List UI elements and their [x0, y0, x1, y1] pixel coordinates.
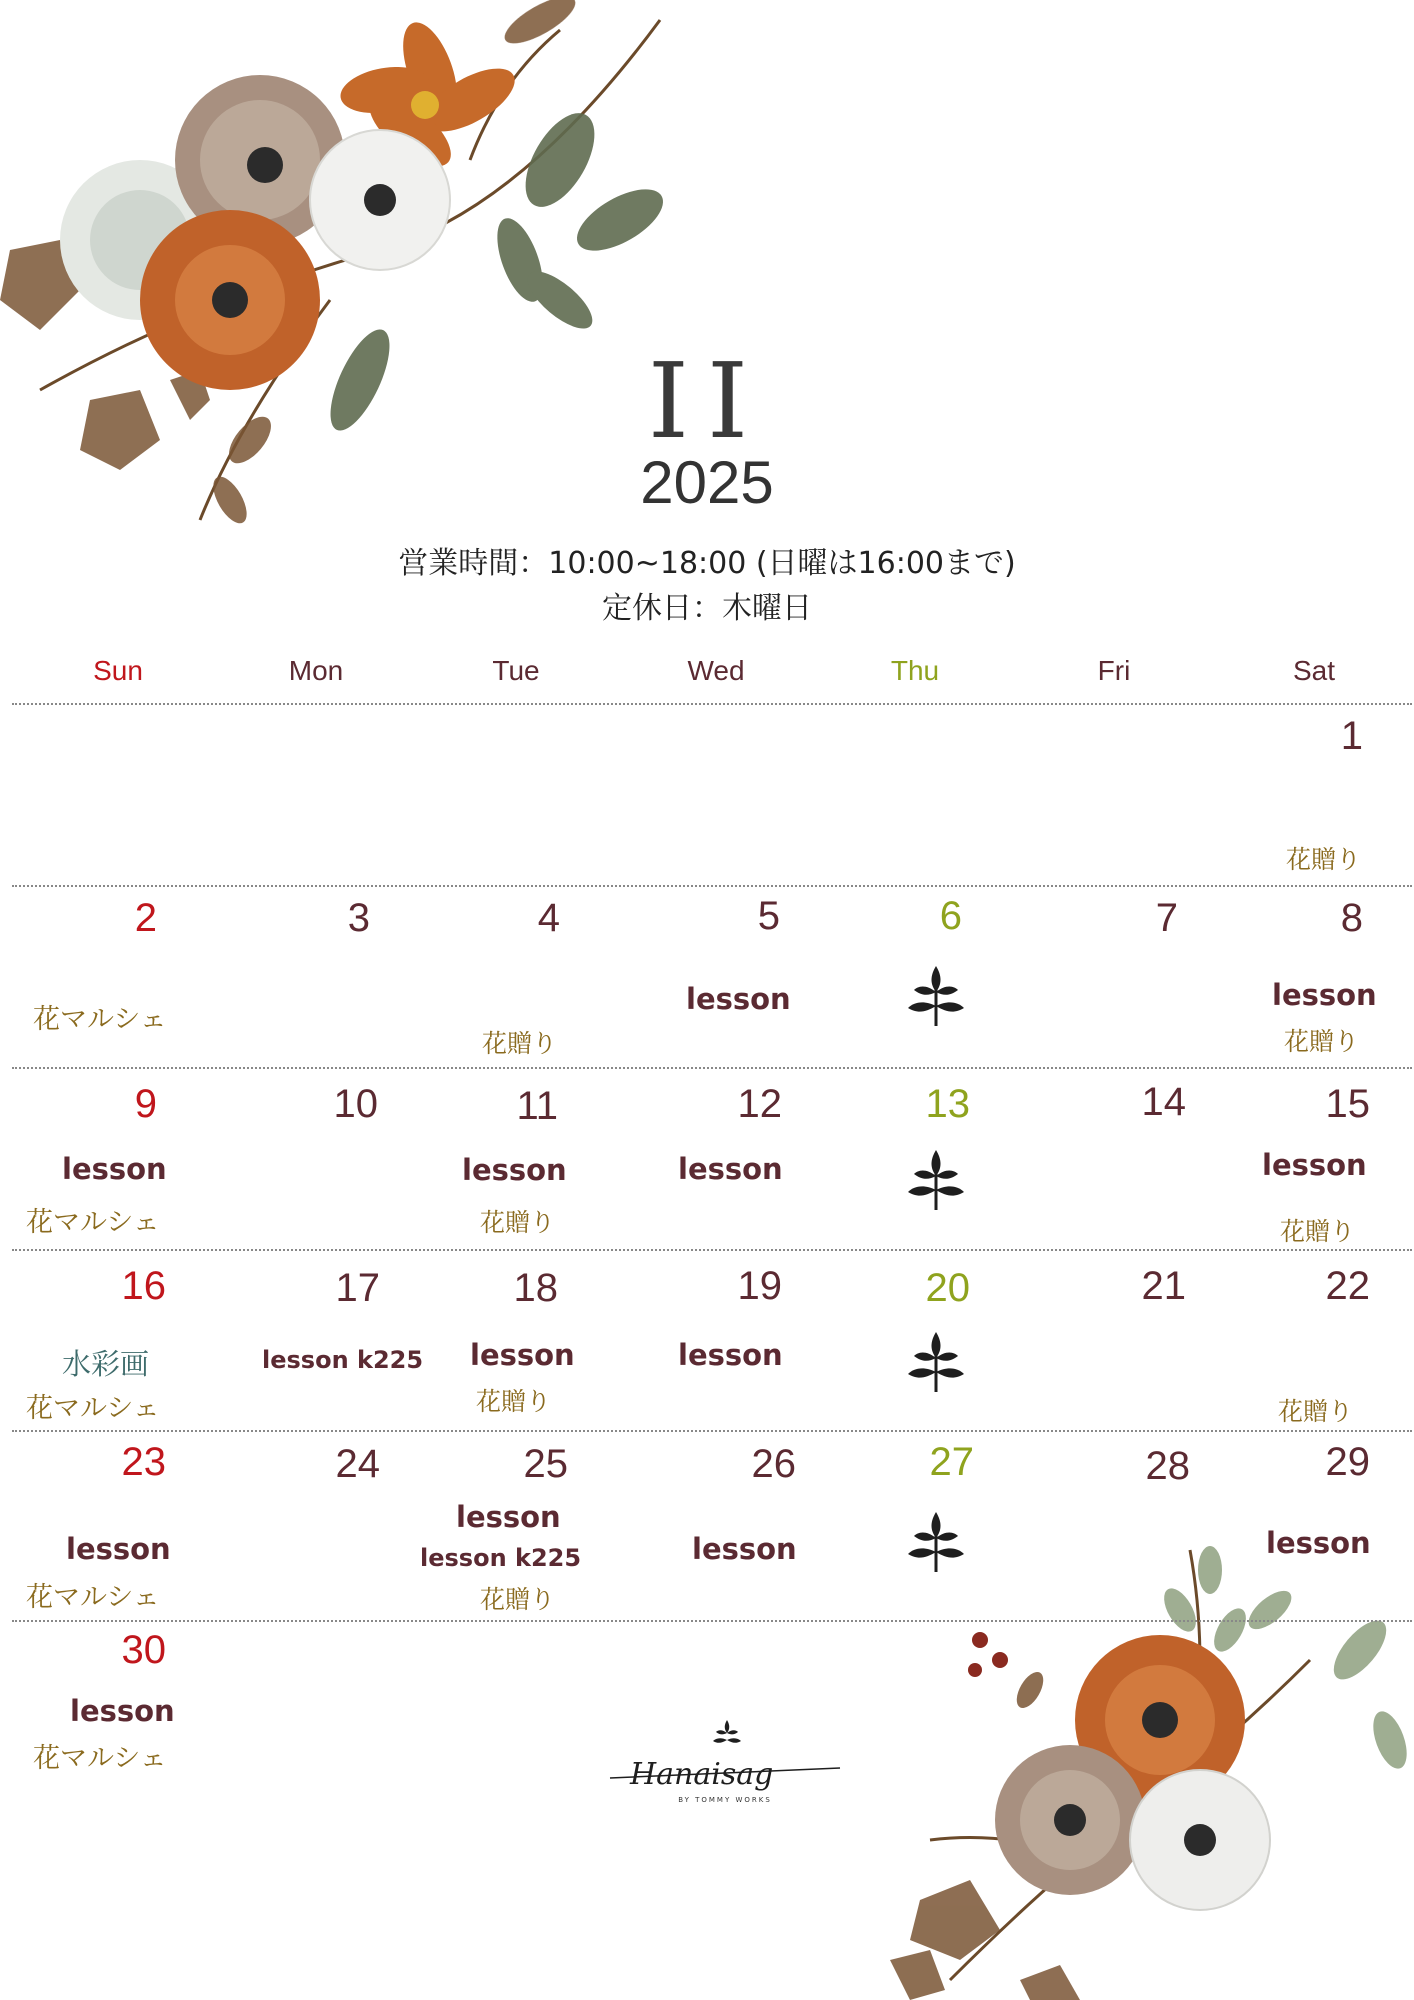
event-hana-marche: 花マルシェ [26, 1393, 160, 1424]
event-hana-okuri: 花贈り [1278, 1397, 1354, 1426]
day-20[interactable]: 20 [925, 1266, 970, 1310]
day-27[interactable]: 27 [929, 1440, 974, 1484]
row-divider [12, 703, 1412, 705]
day-8[interactable]: 8 [1340, 896, 1363, 940]
event-lesson: lesson [456, 1500, 561, 1534]
event-hana-marche: 花マルシェ [26, 1582, 160, 1613]
leaf-sprig-icon [906, 1328, 966, 1394]
event-suisaiga: 水彩画 [62, 1347, 150, 1381]
day-11[interactable]: 11 [516, 1084, 558, 1128]
event-lesson: lesson [62, 1152, 167, 1186]
day-6[interactable]: 6 [939, 894, 962, 938]
day-7[interactable]: 7 [1155, 896, 1178, 940]
logo-script: Hanaisag [630, 1757, 774, 1792]
day-2[interactable]: 2 [134, 896, 157, 940]
day-13[interactable]: 13 [925, 1082, 970, 1126]
event-hana-marche: 花マルシェ [33, 1004, 167, 1035]
year: 2025 [640, 449, 774, 516]
event-lesson: lesson [470, 1338, 575, 1372]
event-lesson: lesson [678, 1338, 783, 1372]
day-23[interactable]: 23 [121, 1440, 166, 1484]
event-lesson-k225: lesson k225 [420, 1544, 582, 1572]
month-roman: II [647, 340, 767, 462]
event-lesson: lesson [1266, 1526, 1371, 1560]
event-lesson: lesson [1262, 1148, 1367, 1182]
event-hana-okuri: 花贈り [480, 1208, 556, 1237]
weekday-mon: Mon [288, 655, 344, 686]
day-26[interactable]: 26 [751, 1442, 796, 1486]
day-4[interactable]: 4 [537, 896, 560, 940]
weekday-tue: Tue [492, 655, 540, 686]
event-lesson: lesson [678, 1152, 783, 1186]
row-divider [12, 1430, 1412, 1432]
day-18[interactable]: 18 [513, 1266, 558, 1310]
day-16[interactable]: 16 [121, 1264, 166, 1308]
day-25[interactable]: 25 [523, 1442, 568, 1486]
event-lesson: lesson [462, 1153, 567, 1187]
event-hana-okuri: 花贈り [482, 1029, 558, 1058]
event-lesson: lesson [70, 1694, 175, 1728]
weekday-sat: Sat [1292, 655, 1336, 686]
brand-logo [600, 1718, 850, 1810]
row-divider [12, 1620, 1412, 1622]
event-lesson: lesson [1272, 978, 1377, 1012]
leaf-sprig-icon [906, 962, 966, 1028]
row-divider [12, 1067, 1412, 1069]
floral-bouquet-bottom [890, 1540, 1410, 2000]
day-14[interactable]: 14 [1141, 1080, 1186, 1124]
day-3[interactable]: 3 [347, 896, 370, 940]
weekday-wed: Wed [687, 655, 745, 686]
day-22[interactable]: 22 [1325, 1264, 1370, 1308]
day-1[interactable]: 1 [1340, 714, 1363, 758]
event-hana-okuri: 花贈り [480, 1585, 556, 1614]
business-hours: 営業時間：10:00~18:00 (日曜は16:00まで) [398, 546, 1016, 581]
day-12[interactable]: 12 [737, 1082, 782, 1126]
event-lesson: lesson [66, 1532, 171, 1566]
day-29[interactable]: 29 [1325, 1440, 1370, 1484]
day-15[interactable]: 15 [1325, 1082, 1370, 1126]
leaf-sprig-icon [906, 1146, 966, 1212]
event-hana-okuri: 花贈り [1280, 1217, 1356, 1246]
day-5[interactable]: 5 [757, 894, 780, 938]
row-divider [12, 885, 1412, 887]
weekday-sun: Sun [93, 655, 143, 686]
closed-day: 定休日：木曜日 [602, 591, 812, 626]
event-hana-okuri: 花贈り [1286, 845, 1362, 874]
event-hana-marche: 花マルシェ [26, 1207, 160, 1238]
event-hana-okuri: 花贈り [476, 1387, 552, 1416]
day-17[interactable]: 17 [335, 1266, 380, 1310]
day-9[interactable]: 9 [134, 1082, 157, 1126]
weekday-fri: Fri [1097, 655, 1131, 686]
day-10[interactable]: 10 [333, 1082, 378, 1126]
day-28[interactable]: 28 [1145, 1444, 1190, 1488]
event-lesson: lesson [692, 1532, 797, 1566]
leaf-sprig-icon [906, 1508, 966, 1574]
day-19[interactable]: 19 [737, 1264, 782, 1308]
day-30[interactable]: 30 [121, 1628, 166, 1672]
weekday-thu: Thu [890, 655, 940, 686]
day-21[interactable]: 21 [1141, 1264, 1186, 1308]
logo-subtitle: BY TOMMY WORKS [678, 1796, 772, 1804]
row-divider [12, 1249, 1412, 1251]
event-lesson: lesson [686, 982, 791, 1016]
event-lesson-k225: lesson k225 [262, 1346, 424, 1374]
event-hana-okuri: 花贈り [1284, 1027, 1360, 1056]
day-24[interactable]: 24 [335, 1442, 380, 1486]
event-hana-marche: 花マルシェ [33, 1743, 167, 1774]
